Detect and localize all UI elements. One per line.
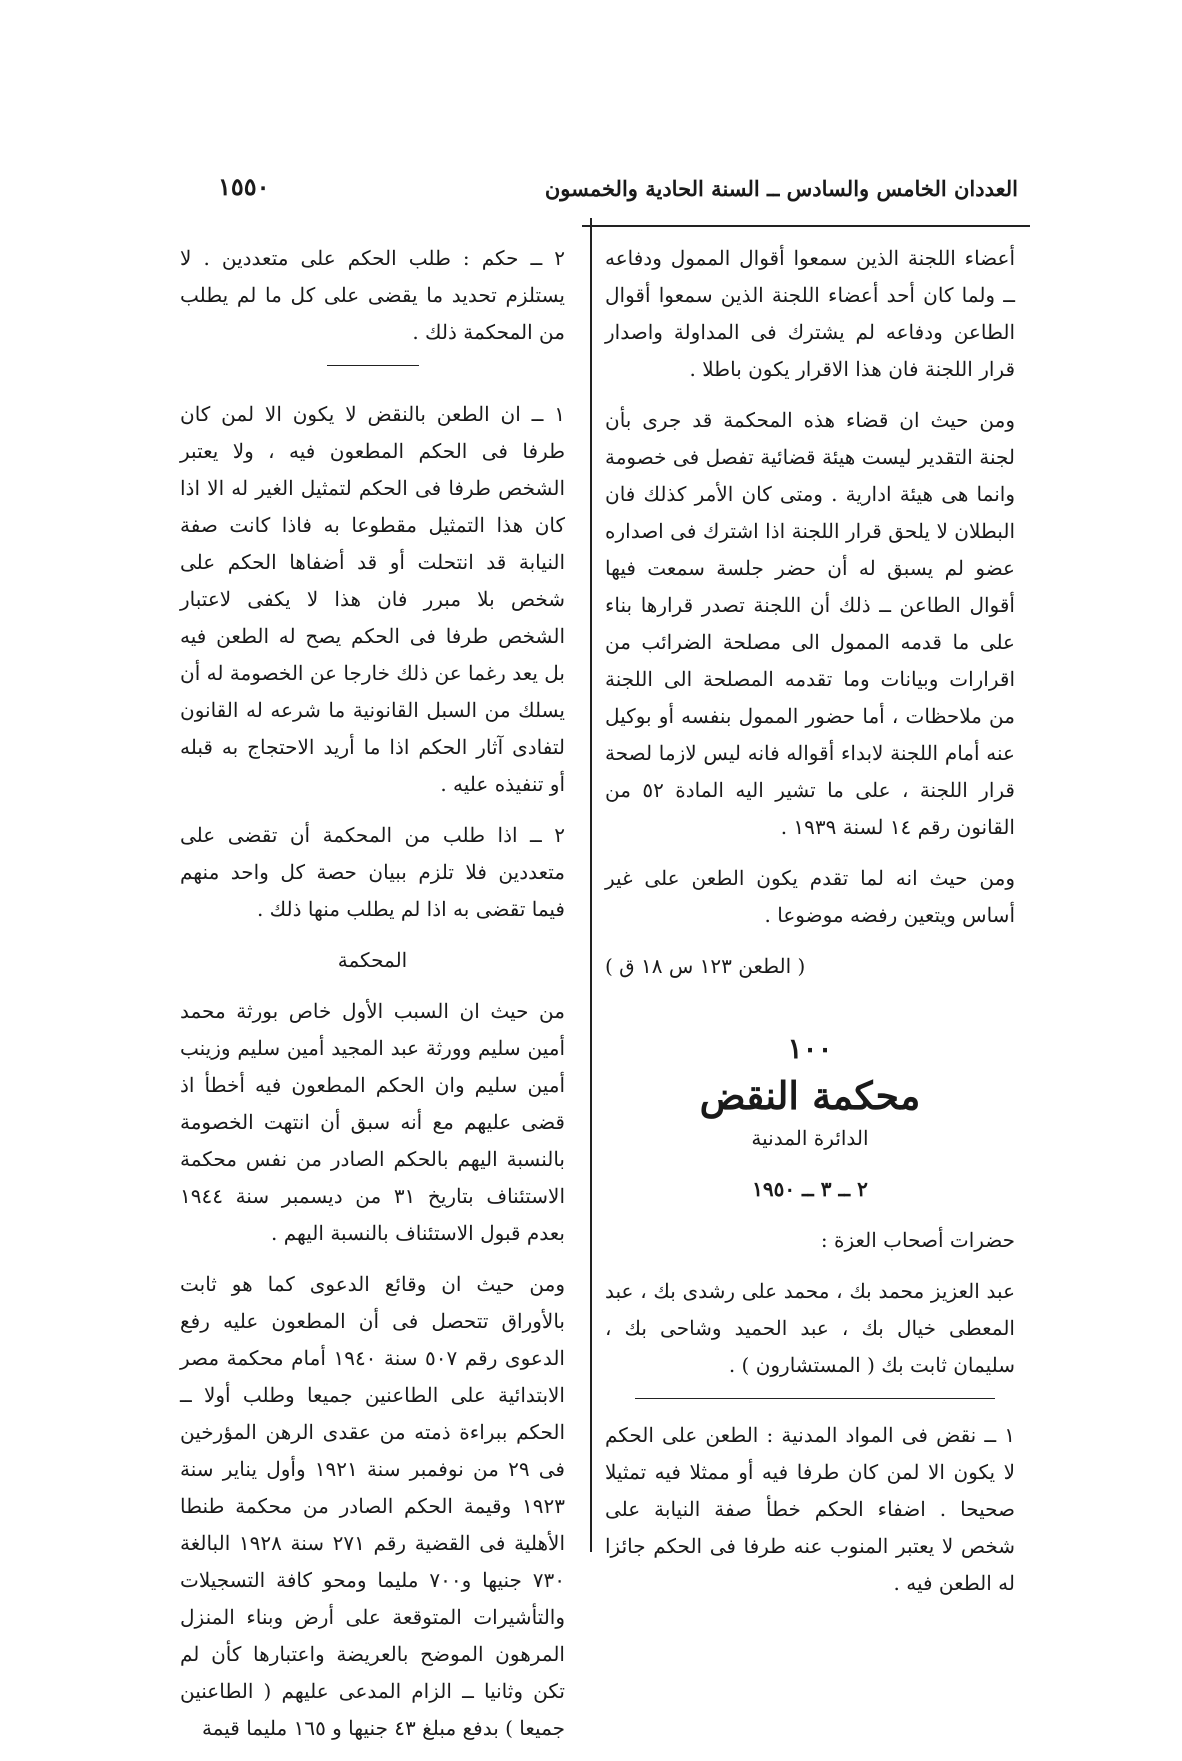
divider xyxy=(635,1398,995,1399)
left-column xyxy=(180,240,565,1761)
circuit-name: الدائرة المدنية xyxy=(751,1126,869,1150)
case-number: ١٠٠ xyxy=(787,1032,833,1065)
judges-list: عبد العزيز محمد بك ، محمد على رشدى بك ، عبد المعطى خيال بك ، عبد الحميد وشاحى بك ، سليمان ثابت بك ( المستشارون ) . xyxy=(605,1279,1015,1377)
headnote: ١ ــ نقض فى المواد المدنية : الطعن على الحكم لا يكون الا لمن كان طرفا فيه أو ممثلا فيه تمثيلا صحيحا . اضفاء الحكم خطأ صفة النيابة على شخص لا يعتبر المنوب عنه طرفا فى الحكم جائزا له الطعن فيه . xyxy=(605,1423,1015,1595)
page-number: ١٥٥٠ xyxy=(218,172,270,201)
column-divider xyxy=(590,218,592,1552)
court-name: محكمة النقض xyxy=(699,1073,921,1118)
paragraph: ومن حيث ان قضاء هذه المحكمة قد جرى بأن لجنة التقدير ليست هيئة قضائية تفصل فى خصومة وانما هى هيئة ادارية . ومتى كان الأمر كذلك فان البطلان لا يلحق قرار اللجنة اذا اشترك فى اصداره عضو لم يسبق له أن حضر جلسة سمعت فيها أقوال الطاعن ــ ذلك أن اللجنة تصدر قرارها بناء على ما قدمه الممول الى مصلحة الضرائب من اقرارات وبيانات وما تقدمه المصلحة الى اللجنة من ملاحظات ، أما حضور الممول بنفسه أو بوكيل عنه أمام اللجنة لابداء أقواله فانه ليس لازما لصحة قرار اللجنة ، على ما تشير اليه المادة ٥٢ من القانون رقم ١٤ لسنة ١٩٣٩ . xyxy=(605,408,1015,839)
header-rule xyxy=(582,225,1030,227)
principle: ٢ ــ اذا طلب من المحكمة أن تقضى على متعددين فلا تلزم ببيان حصة كل واحد منهم فيما تقضى به اذا لم يطلب منها ذلك . xyxy=(180,823,565,921)
headnote: ٢ ــ حكم : طلب الحكم على متعددين . لا يستلزم تحديد ما يقضى على كل ما لم يطلب من المحكمة ذلك . xyxy=(180,246,565,344)
paragraph: من حيث ان السبب الأول خاص بورثة محمد أمين سليم وورثة عبد المجيد أمين سليم وزينب أمين سليم وان الحكم المطعون فيه أخطأ اذ قضى عليهم مع أنه سبق أن انتهت الخصومة بالنسبة اليهم بالحكم الصادر من نفس محكمة الاستئناف بتاريخ ٣١ من ديسمبر سنة ١٩٤٤ بعدم قبول الاستئناف بالنسبة اليهم . xyxy=(180,999,565,1245)
judges-intro: حضرات أصحاب العزة : xyxy=(820,1228,1015,1252)
right-column xyxy=(605,240,1015,1616)
paragraph: أعضاء اللجنة الذين سمعوا أقوال الممول ودفاعه ــ ولما كان أحد أعضاء اللجنة الذين سمعوا أقوال الطاعن ودفاعه لم يشترك فى المداولة واصدار قرار اللجنة فان هذا الاقرار يكون باطلا . xyxy=(605,246,1015,381)
header-title: العددان الخامس والسادس ــ السنة الحادية والخمسون xyxy=(544,175,1018,201)
divider xyxy=(327,365,419,366)
section-heading: المحكمة xyxy=(337,948,408,972)
paragraph: ومن حيث انه لما تقدم يكون الطعن على غير أساس ويتعين رفضه موضوعا . xyxy=(605,866,1015,927)
case-citation: ( الطعن ١٢٣ س ١٨ ق ) xyxy=(605,954,806,978)
paragraph: ومن حيث ان وقائع الدعوى كما هو ثابت بالأوراق تتحصل فى أن المطعون عليه رفع الدعوى رقم ٥٠٧ سنة ١٩٤٠ أمام محكمة مصر الابتدائية على الطاعنين جميعا وطلب أولا ــ الحكم ببراءة ذمته من عقدى الرهن المؤرخين فى ٢٩ من نوفمبر سنة ١٩٢١ وأول يناير سنة ١٩٢٣ وقيمة الحكم الصادر من محكمة طنطا الأهلية فى القضية رقم ٢٧١ سنة ١٩٢٨ البالغة ٧٣٠ جنيها و٧٠٠ مليما ومحو كافة التسجيلات والتأشيرات المتوقعة على أرض وبناء المنزل المرهون الموضح بالعريضة واعتبارها كأن لم تكن وثانيا ــ الزام المدعى عليهم ( الطاعنين جميعا ) بدفع مبلغ ٤٣ جنيها و ١٦٥ مليما قيمة xyxy=(180,1272,565,1740)
judgment-date: ٢ ــ ٣ ــ ١٩٥٠ xyxy=(752,1177,868,1201)
principle: ١ ــ ان الطعن بالنقض لا يكون الا لمن كان طرفا فى الحكم المطعون فيه ، ولا يعتبر الشخص طرفا فى الحكم لتمثيل الغير له الا اذا كان هذا التمثيل مقطوعا به فاذا كانت صفة النيابة قد انتحلت أو قد أضفاها الحكم على شخص بلا مبرر فان هذا لا يكفى لاعتبار الشخص طرفا فى الحكم يصح له الطعن فيه بل يعد رغما عن ذلك خارجا عن الخصومة له أن يسلك من السبل القانونية ما شرعه له القانون لتفادى آثار الحكم اذا ما أريد الاحتجاج به قبله أو تنفيذه عليه . xyxy=(180,402,565,796)
running-header xyxy=(210,168,1030,208)
